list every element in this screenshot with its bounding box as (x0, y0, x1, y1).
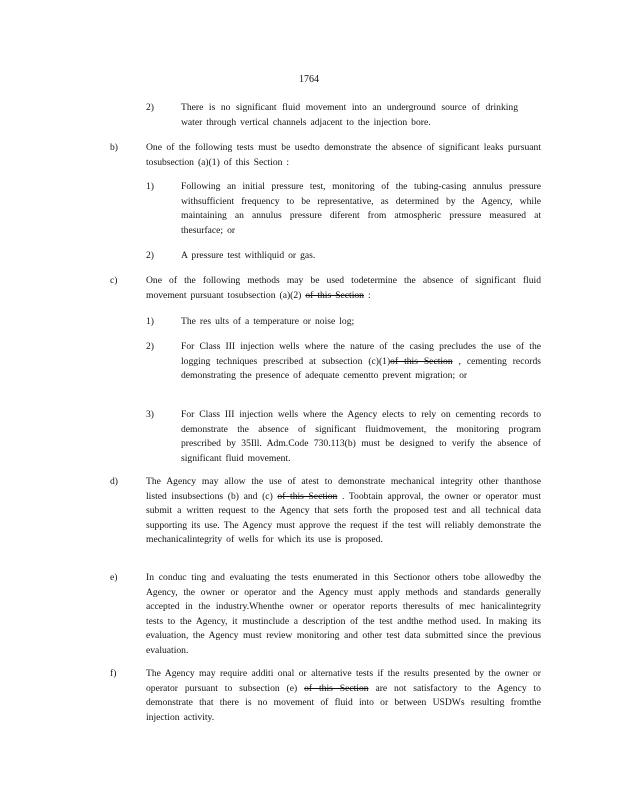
section-text (146, 274, 541, 303)
text-run: In conduc ting and evaluating the tests enumerated in this Sectionor others tobe allowedby the Agency, the owner or operator and the Agency must apply methods and standards generally accepted in the industry.Whenthe owner or operator reports theresults of mec hanicalintegrity tests to the Agency, it mustinclude a description of the test andthe method used. In making its evaluation, the Agency must review monitoring and other test data submitted since the previous evaluation. (146, 572, 541, 656)
text-run: A pressure test withliquid or gas. (181, 250, 316, 261)
text-run: The res ults of a temperature or noise log; (181, 316, 355, 327)
section-label: d) (110, 476, 118, 487)
text-run: For Class III injection wells where the Agency elects to rely on cementing records to demonstrate the absence of significant fluidmovement, the monitoring program prescribed by 35Ill. Adm.Code 730.113(b) must be designed to verify the absence of significant fluid movement. (181, 409, 541, 464)
item-label: 2) (146, 250, 154, 261)
struck-text: of this Section (304, 682, 369, 694)
text-run: : (363, 289, 371, 301)
text-run: The Agency may require additi onal or alternative tests if the results presented by the owner or operator pursuant to subsection (e) (146, 668, 541, 694)
section-text (146, 667, 541, 725)
item-label: 2) (146, 341, 154, 352)
text-run: Following an initial pressure test, monitoring of the tubing-casing annulus pressure withsufficient frequency to be representative, as determined by the Agency, while maintaining an annulus pressure diferent from atmospheric pressure measured at thesurface; or (181, 181, 541, 236)
section-label: c) (110, 275, 118, 286)
item-label: 1) (146, 181, 154, 192)
text-run: The Agency may allow the use of atest to demonstrate mechanical integrity other thanthose listed insubsections (b) and (c) (146, 476, 541, 502)
section-label: f) (110, 668, 117, 679)
item-text (181, 180, 541, 238)
page-number: 1764 (299, 74, 319, 85)
text-run: One of the following tests must be usedto demonstrate the absence of significant leaks pursuant tosubsection (a)(1) of this Section : (146, 142, 541, 168)
section-label: e) (110, 572, 118, 583)
item-text (181, 249, 541, 264)
section-text (146, 571, 541, 659)
item-text (181, 315, 541, 330)
struck-text: of this Section (277, 490, 338, 502)
struck-text: of this Section (305, 289, 364, 301)
text-run: , cementing records demonstrating the presence of adequate cementto prevent migration; or (181, 355, 541, 382)
text-run: . Toobtain approval, the owner or operator must submit a written request to the Agency that sets forth the proposed test and all technical data supporting its use. The Agency must approve the request if the test will reliably demonstrate the mechanicalintegrity of wells for which its use is proposed. (146, 490, 541, 546)
section-text (146, 141, 541, 170)
top-item-label: 2) (146, 102, 154, 113)
struck-text: of this Section (390, 355, 453, 367)
item-text (181, 340, 541, 384)
top-item-text: There is no significant fluid movement into an underground source of drinking water through vertical channels adjacent to the injection bore. (181, 102, 518, 128)
item-label: 3) (146, 409, 154, 420)
text-run: For Class III injection wells where the nature of the casing precludes the use of the logging techniques prescribed at subsection (c)(1) (181, 341, 541, 367)
text-run: One of the following methods may be used todetermine the absence of significant fluid movement pursuant tosubsection (a)(2) (146, 275, 541, 301)
section-text (146, 475, 541, 548)
item-text (181, 408, 541, 466)
item-label: 1) (146, 316, 154, 327)
section-label: b) (110, 142, 118, 153)
text-run: are not satisfactory to the Agency to demonstrate that there is no movement of fluid into or between USDWs resulting fromthe injection activity. (146, 682, 541, 723)
